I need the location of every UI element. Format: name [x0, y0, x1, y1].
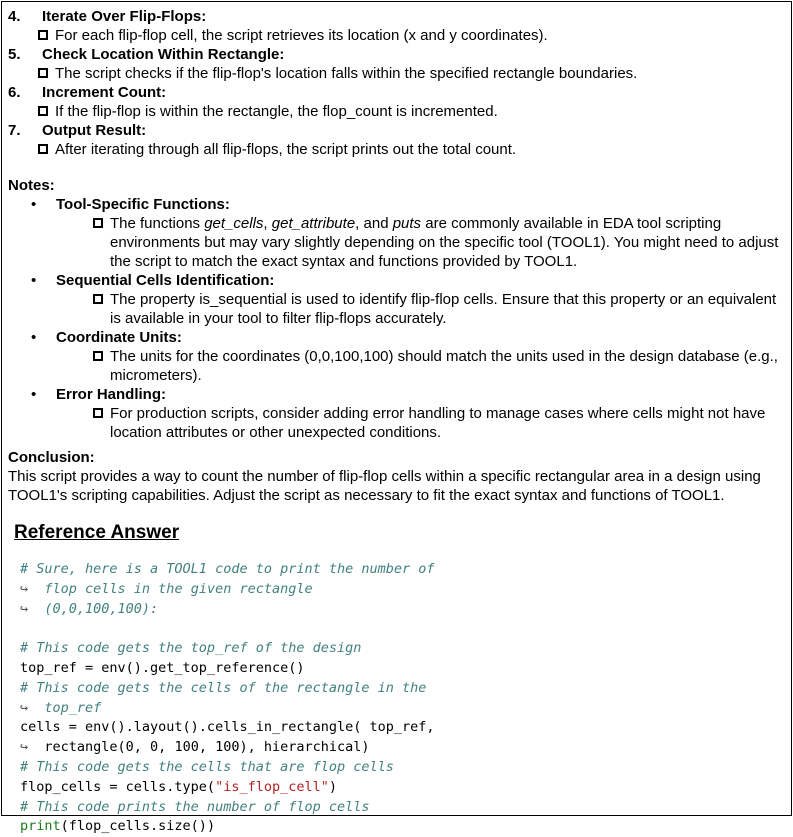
note-text: The units for the coordinates (0,0,100,100) should match the units used in the design database (e.g., micrometers). — [110, 348, 778, 384]
note-title-text: Sequential Cells Identification: — [56, 272, 275, 289]
step-number: 7. — [8, 122, 21, 139]
step-number: 4. — [8, 8, 21, 25]
note-text: are commonly available in EDA tool scripting environments but may vary slightly depending on the specific tool (TOOL1). You might need to adjust the script to match the exact syntax and functions provided by TOOL1. — [110, 215, 779, 270]
code-block — [20, 560, 780, 837]
note-detail — [8, 290, 783, 328]
square-bullet-icon — [93, 218, 103, 228]
step-title: Output Result: — [42, 122, 147, 139]
notes-section — [8, 176, 783, 442]
step-detail: The script checks if the flip-flop's location falls within the specified rectangle boundaries. — [55, 65, 638, 82]
note-title — [8, 385, 783, 404]
step-title: Check Location Within Rectangle: — [42, 46, 285, 63]
square-bullet-icon — [93, 294, 103, 304]
note-title — [8, 195, 783, 214]
conclusion-heading: Conclusion: — [8, 449, 95, 466]
code-comment: top_ref — [28, 699, 102, 716]
code-string: "is_flop_cell" — [215, 778, 329, 795]
bullet-icon: • — [31, 272, 37, 289]
note-title-text: Tool-Specific Functions: — [56, 196, 230, 213]
note-text: The functions — [110, 215, 205, 232]
square-bullet-icon — [38, 68, 48, 78]
step-detail: For each flip-flop cell, the script retrieves its location (x and y coordinates). — [55, 27, 548, 44]
function-name: get_attribute — [271, 215, 356, 232]
square-bullet-icon — [38, 106, 48, 116]
square-bullet-icon — [38, 30, 48, 40]
code-line: top_ref = env().get_top_reference() — [20, 659, 305, 676]
wrap-arrow-icon: ↪ — [20, 739, 29, 756]
wrap-arrow-icon: ↪ — [20, 580, 29, 597]
square-bullet-icon — [38, 144, 48, 154]
function-name: get_cells — [204, 215, 264, 232]
note-title — [8, 271, 783, 290]
note-text: For production scripts, consider adding error handling to manage cases where cells might not have location attributes or other unexpected conditions. — [110, 405, 766, 441]
function-name: puts — [392, 215, 422, 232]
bullet-icon: • — [31, 386, 37, 403]
code-comment: # This code gets the top_ref of the design — [20, 640, 362, 657]
wrap-arrow-icon: ↪ — [20, 600, 29, 617]
note-detail — [8, 347, 783, 385]
note-detail — [8, 214, 783, 271]
document-page — [1, 1, 792, 835]
step-title: Increment Count: — [42, 84, 167, 101]
code-line: ) — [328, 778, 338, 795]
step-item — [8, 45, 783, 83]
reference-title: Reference Answer — [14, 522, 180, 543]
step-title: Iterate Over Flip-Flops: — [42, 8, 207, 25]
code-comment: # This code prints the number of flop cells — [20, 798, 370, 815]
notes-heading: Notes: — [8, 177, 55, 194]
note-text: , — [263, 215, 272, 232]
code-comment: (0,0,100,100): — [28, 600, 159, 617]
wrap-arrow-icon: ↪ — [20, 699, 29, 716]
code-comment: flop cells in the given rectangle — [28, 580, 313, 597]
code-line: cells = env().layout().cells_in_rectangle( top_ref, — [20, 719, 435, 736]
code-builtin: print — [20, 818, 61, 835]
note-title-text: Coordinate Units: — [56, 329, 182, 346]
conclusion-text: This script provides a way to count the number of flip-flop cells within a specific rectangular area in a design using TOOL1's scripting capabilities. Adjust the script as necessary to fit the exact syntax and functions of TOOL1. — [8, 468, 761, 504]
bullet-icon: • — [31, 329, 37, 346]
conclusion-section — [8, 448, 790, 505]
note-detail — [8, 404, 783, 442]
bullet-icon: • — [31, 196, 37, 213]
step-number: 5. — [8, 46, 21, 63]
code-line: flop_cells = cells.type( — [20, 778, 216, 795]
code-line: rectangle(0, 0, 100, 100), hierarchical) — [28, 739, 370, 756]
code-comment: # This code gets the cells of the rectangle in the — [20, 679, 427, 696]
note-title — [8, 328, 783, 347]
steps-list — [8, 7, 783, 159]
step-item — [8, 7, 783, 45]
code-comment: # This code gets the cells that are flop cells — [20, 758, 394, 775]
note-text: , and — [355, 215, 393, 232]
step-item — [8, 121, 783, 159]
step-detail: After iterating through all flip-flops, the script prints out the total count. — [55, 141, 517, 158]
note-text: The property is_sequential is used to identify flip-flop cells. Ensure that this property or an equivalent is available in your tool to filter flip-flops accurately. — [110, 291, 777, 327]
square-bullet-icon — [93, 351, 103, 361]
note-title-text: Error Handling: — [56, 386, 167, 403]
step-number: 6. — [8, 84, 21, 101]
code-line: (flop_cells.size()) — [60, 818, 216, 835]
step-detail: If the flip-flop is within the rectangle, the flop_count is incremented. — [55, 103, 498, 120]
step-item — [8, 83, 783, 121]
code-comment: # Sure, here is a TOOL1 code to print the number of — [20, 561, 435, 577]
square-bullet-icon — [93, 408, 103, 418]
